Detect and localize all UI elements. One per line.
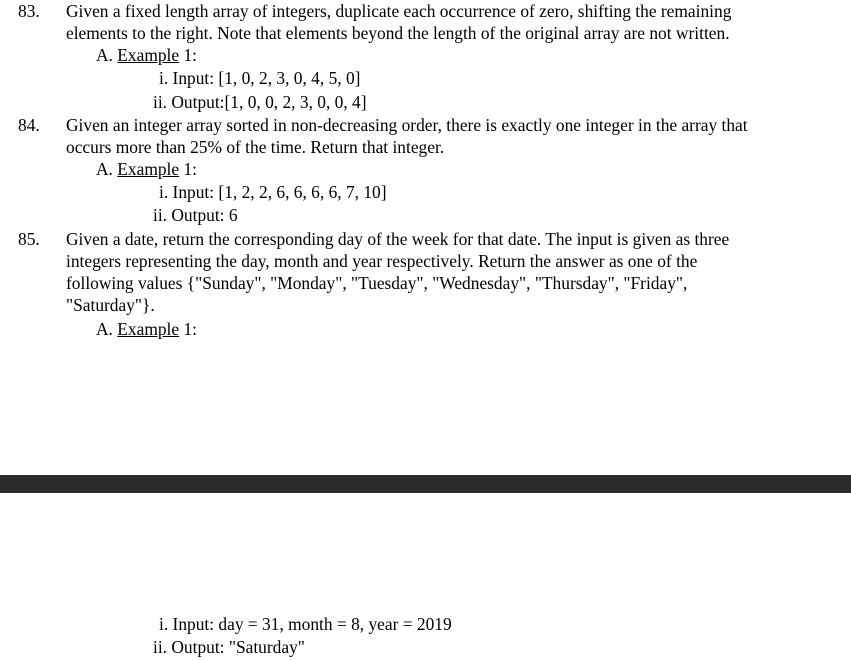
problem-85-line-2: integers representing the day, month and year respectively. Return the answer as one of the xyxy=(66,251,698,271)
problem-83-output xyxy=(153,91,367,113)
problem-84-output xyxy=(153,204,238,226)
problem-84-line-1: Given an integer array sorted in non-decreasing order, there is exactly one integer in the array that xyxy=(66,115,748,135)
example-suffix: 1: xyxy=(179,159,197,179)
item-text: Input: [1, 2, 2, 6, 6, 6, 6, 7, 10] xyxy=(172,182,387,202)
item-text: Input: [1, 0, 2, 3, 0, 4, 5, 0] xyxy=(172,68,361,88)
problem-83-example-heading xyxy=(96,44,197,66)
problem-84-number: 84. xyxy=(18,115,40,135)
example-suffix: 1: xyxy=(179,319,197,339)
item-marker: ii. xyxy=(153,205,168,225)
item-marker: ii. xyxy=(153,637,168,657)
example-marker: A. xyxy=(96,319,113,339)
example-marker: A. xyxy=(96,45,113,65)
example-label: Example xyxy=(117,45,180,65)
problem-83-number: 83. xyxy=(18,1,40,21)
item-text: Output: "Saturday" xyxy=(171,637,305,657)
problem-83-line-1: Given a fixed length array of integers, duplicate each occurrence of zero, shifting the remaining xyxy=(66,1,732,21)
example-marker: A. xyxy=(96,159,113,179)
problem-83-input xyxy=(159,67,360,89)
problem-85-input xyxy=(159,613,452,635)
example-label: Example xyxy=(117,159,180,179)
item-text: Input: day = 31, month = 8, year = 2019 xyxy=(172,614,452,634)
item-marker: i. xyxy=(159,68,169,88)
item-text: Output: 6 xyxy=(171,205,238,225)
problem-85-example-heading xyxy=(96,318,197,340)
problem-85-number: 85. xyxy=(18,229,40,249)
item-marker: i. xyxy=(159,614,169,634)
item-text: Output:[1, 0, 0, 2, 3, 0, 0, 4] xyxy=(171,92,367,112)
page-break-bar xyxy=(0,475,851,493)
problem-84-example-heading xyxy=(96,158,197,180)
item-marker: ii. xyxy=(153,92,168,112)
problem-84-line-2: occurs more than 25% of the time. Return that integer. xyxy=(66,137,445,157)
problem-84-input xyxy=(159,181,387,203)
problem-85-line-3: following values {"Sunday", "Monday", "Tuesday", "Wednesday", "Thursday", "Friday", xyxy=(66,273,688,293)
problem-85-line-1: Given a date, return the corresponding day of the week for that date. The input is given as three xyxy=(66,229,730,249)
problem-85-output xyxy=(153,636,305,658)
problem-83-line-2: elements to the right. Note that elements beyond the length of the original array are not written. xyxy=(66,23,730,43)
problem-85-line-4: "Saturday"}. xyxy=(66,295,155,315)
item-marker: i. xyxy=(159,182,169,202)
example-label: Example xyxy=(117,319,180,339)
example-suffix: 1: xyxy=(179,45,197,65)
